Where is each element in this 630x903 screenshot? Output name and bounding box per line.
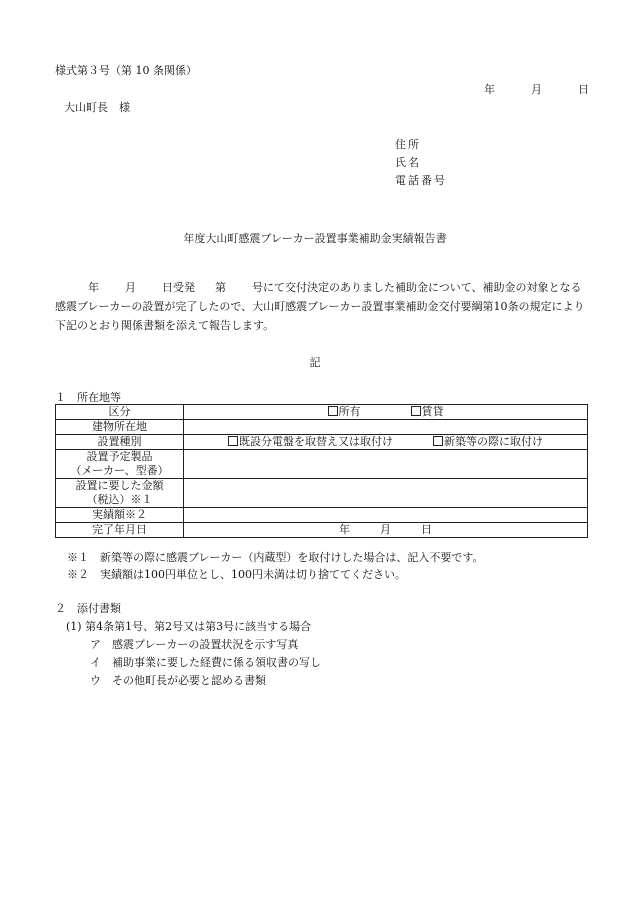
building-address-label: 建物所在地 [56,420,184,435]
phone-label: 電話番号 [395,174,447,187]
submission-date [484,83,589,97]
checkbox-rented[interactable] [411,406,421,416]
table-row [56,450,588,479]
completion-day: 日 [421,523,432,536]
section2-heading: ２ 添付書類 [55,602,121,615]
body-text: 号にて交付決定のありました補助金について、補助金の対象となる感震ブレーカーの設置が完了したので、大山町感震ブレーカー設置事業補助金交付要綱第10条の規定により下記のとおり関係書類を添えて報告します。 [55,281,585,332]
table-row [56,479,588,508]
actual-amount-label: 実績額※２ [56,508,184,523]
section1-heading: １ 所在地等 [55,391,121,404]
checkbox-owned[interactable] [328,406,338,416]
checkbox-new-build[interactable] [433,436,443,446]
category-options [184,405,588,420]
option-replace-panel: 既設分電盤を取替え又は取付け [239,435,393,448]
option-rented: 賃貸 [421,405,444,418]
date-month: 月 [531,83,542,96]
completion-date-label: 完了年月日 [56,523,184,538]
note-2: ※２ 実績額は100円単位とし、100円未満は切り捨ててください。 [67,568,406,581]
addressee: 大山町長 様 [64,101,130,114]
cost-label-line1: 設置に要した金額 [75,479,164,492]
location-table [55,404,588,538]
address-label: 住所 [395,138,421,151]
completion-year: 年 [339,523,350,536]
completion-date-field[interactable] [184,523,588,538]
body-paragraph [55,278,590,335]
checkbox-replace-panel[interactable] [228,436,238,446]
product-field[interactable] [184,450,588,479]
table-row [56,405,588,420]
cost-field[interactable] [184,479,588,508]
install-type-options [184,435,588,450]
body-day-issued: 日受発 [162,281,195,294]
body-year: 年 [88,281,99,294]
product-label [56,450,184,479]
completion-month: 月 [380,523,391,536]
date-year: 年 [484,83,495,96]
table-row [56,435,588,450]
date-day: 日 [578,83,589,96]
note-1: ※１ 新築等の際に感震ブレーカー（内蔵型）を取付けした場合は、記入不要です。 [67,551,484,564]
building-address-field[interactable] [184,420,588,435]
name-label: 氏名 [395,156,421,169]
body-month: 月 [125,281,136,294]
actual-amount-field[interactable] [184,508,588,523]
option-owned: 所有 [338,405,361,418]
body-dai: 第 [215,281,226,294]
ki-heading: 記 [309,356,321,369]
cost-label [56,479,184,508]
attachment-item: イ 補助事業に要した経費に係る領収書の写し [90,656,321,669]
category-label: 区分 [56,405,184,420]
table-row [56,523,588,538]
cost-label-line2: （税込）※１ [86,493,153,506]
form-number: 様式第３号（第 10 条関係） [55,64,197,77]
document-title: 年度大山町感震ブレーカー設置事業補助金実績報告書 [183,232,447,245]
product-label-line1: 設置予定製品 [86,450,153,463]
attachment-item: ウ その他町長が必要と認める書類 [90,674,266,687]
install-type-label: 設置種別 [56,435,184,450]
attachment-item: ア 感震ブレーカーの設置状況を示す写真 [90,638,299,651]
table-row [56,420,588,435]
table-row [56,508,588,523]
section2-subheading: (1) 第4条第1号、第2号又は第3号に該当する場合 [66,620,312,633]
product-label-line2: （メーカー、型番） [70,464,169,477]
applicant-block [395,138,447,192]
option-new-build: 新築等の際に取付け [444,435,543,448]
